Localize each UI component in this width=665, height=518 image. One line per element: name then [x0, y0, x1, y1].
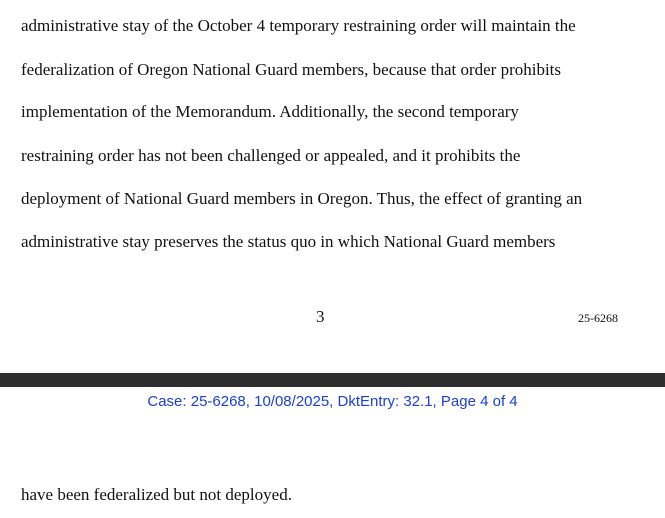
- body-text-line: have been federalized but not deployed.: [21, 485, 292, 504]
- docket-header: Case: 25-6268, 10/08/2025, DktEntry: 32.1, Page 4 of 4: [147, 393, 518, 410]
- page-number: 3: [316, 307, 325, 326]
- body-text-line: federalization of Oregon National Guard members, because that order prohibits: [21, 60, 562, 79]
- footer-case-number: 25-6268: [578, 311, 618, 325]
- body-text-line: implementation of the Memorandum. Additionally, the second temporary: [21, 102, 519, 121]
- body-text-line: administrative stay preserves the status quo in which National Guard members: [21, 232, 556, 251]
- body-text-line: restraining order has not been challenged or appealed, and it prohibits the: [21, 146, 521, 165]
- body-text-line: administrative stay of the October 4 temporary restraining order will maintain the: [21, 16, 576, 35]
- body-text-line: deployment of National Guard members in Oregon. Thus, the effect of granting an: [21, 189, 583, 208]
- page-separator: [0, 373, 665, 387]
